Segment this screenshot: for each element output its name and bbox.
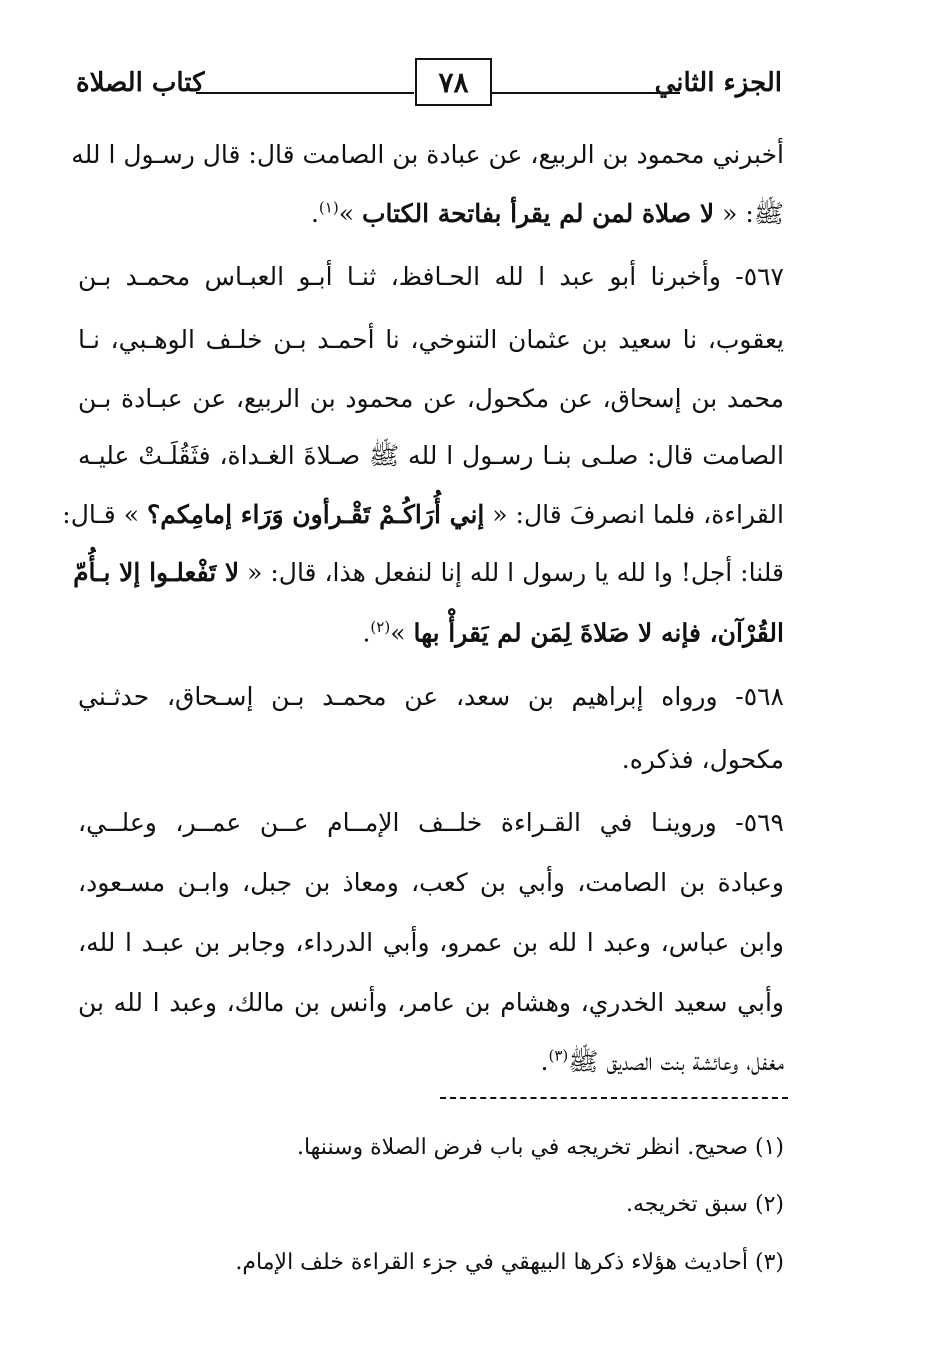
body-line-15: وأبي سعيد الخدري، وهشام بن عامر، وأنس بن مالك، وعبد ا لله بن [78,988,784,1017]
body-line-16 [78,1046,784,1083]
body-line-10: ٥٦٨- ورواه إبراهيم بن سعد، عن محمـد بـن إسـحاق، حدثـني [78,682,784,711]
quote-open: ﷺ: « [722,199,784,228]
period: . [540,1047,549,1076]
hadith-quote: القُرْآن، فإنه لا صَلاةَ لِمَن لم يَقرأْ بها [413,618,784,648]
footnote-1: (١) صحيح. انظر تخريجه في باب فرض الصلاة وسننها. [296,1135,784,1160]
body-line-5: محمد بن إسحاق، عن مكحول، عن محمود بن الربيع، عن عبـادة بـن [78,384,784,413]
running-header-part: الجزء الثاني [654,68,782,98]
period: . [362,618,371,648]
body-line-3: ٥٦٧- وأخبرنا أبو عبد ا لله الحـافظ، ثنـا أبـو العبـاس محمـد بـن [78,262,784,291]
body-line-14: وابن عباس، وعبد ا لله بن عمرو، وأبي الدرداء، وجابر بن عبـد ا لله، [78,928,784,957]
footnote-ref-1: (١) [318,198,339,217]
quote-close: » [390,618,406,648]
body-line-8 [73,558,784,587]
body-line-6: الصامت قال: صلـى بنـا رسـول ا لله ﷺ صـلاةَ الغـداة، فثَقُلَـتْ عليـه [78,441,784,470]
footnote-separator [440,1097,788,1099]
header-rule-left [196,92,414,94]
hadith-quote: إني أُرَاكُـمْ تَقْـرأون وَرَاء إمامِكم؟ [146,500,485,529]
body-line-7 [62,500,784,529]
body-line-2 [78,198,784,235]
text-segment: قلنا: أجل! وا لله يا رسول ا لله إنا لنفعل هذا، قال: « [247,558,784,587]
text-segment: مغفل، وعائشة بنت الصديق ﷺ [568,1047,784,1076]
period: . [310,199,319,228]
body-line-11: مكحول، فذكره. [621,745,784,774]
body-line-12: ٥٦٩- وروينـا في القـراءة خلــف الإمــام عــن عمــر، وعلــي، [78,808,784,837]
hadith-quote: لا تَفْعلـوا إلا بـأُمّ [73,558,240,587]
hadith-quote: لا صلاة لمن لم يقرأ بفاتحة الكتاب [361,199,715,228]
page-number: ٧٨ [415,58,492,106]
body-line-4: يعقوب، نا سعيد بن عثمان التنوخي، نا أحمـد بـن خلـف الوهـبي، نـا [78,325,784,354]
footnote-2: (٢) سبق تخريجه. [626,1192,784,1217]
body-line-9 [78,618,784,647]
header-rule-right [492,92,680,94]
body-line-13: وعبادة بن الصامت، وأبي بن كعب، ومعاذ بن جبل، وابـن مسـعود، [78,868,784,897]
quote-close: » [338,199,354,228]
footnote-ref-3: (٣) [548,1046,569,1065]
footnote-3: (٣) أحاديث هؤلاء ذكرها البيهقي في جزء القراءة خلف الإمام. [235,1250,784,1275]
text-segment: » قـال: [62,500,139,529]
footnote-ref-2: (٢) [370,618,391,636]
body-line-1: أخبرني محمود بن الربيع، عن عبادة بن الصامت قال: قال رسـول ا لله [71,140,784,169]
text-segment: القراءة، فلما انصرفَ قال: « [492,500,784,529]
running-header-chapter: كتاب الصلاة [76,68,205,98]
